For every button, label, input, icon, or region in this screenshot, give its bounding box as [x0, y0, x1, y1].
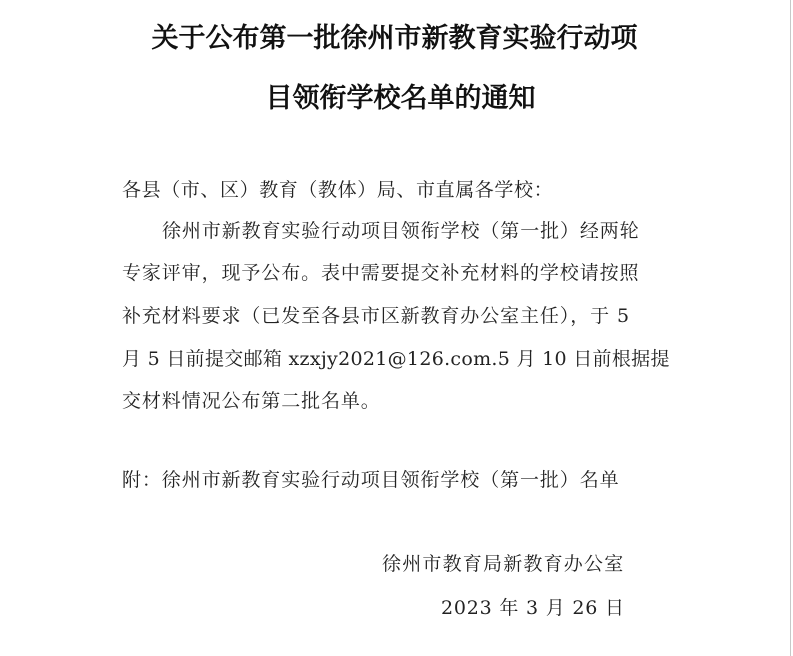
body-line-1: 徐州市新教育实验行动项目领衔学校（第一批）经两轮	[162, 220, 640, 242]
document-title-line-1: 关于公布第一批徐州市新教育实验行动项	[151, 23, 638, 54]
issuer-signature: 徐州市教育局新教育办公室	[382, 553, 625, 575]
attachment-note: 附：徐州市新教育实验行动项目领衔学校（第一批）名单	[122, 469, 620, 491]
body-line-5: 交材料情况公布第二批名单。	[122, 390, 381, 412]
body-line-2: 专家评审，现予公布。表中需要提交补充材料的学校请按照	[122, 262, 640, 284]
body-line-4: 月 5 日前提交邮箱 xzxjy2021@126.com.5 月 10 日前根据提	[122, 348, 670, 370]
body-line-3: 补充材料要求（已发至各县市区新教育办公室主任），于 5	[122, 305, 630, 327]
document-title-line-2: 目领衔学校名单的通知	[265, 83, 536, 114]
salutation: 各县（市、区）教育（教体）局、市直属各学校：	[122, 179, 554, 201]
issue-date: 2023 年 3 月 26 日	[441, 597, 625, 619]
